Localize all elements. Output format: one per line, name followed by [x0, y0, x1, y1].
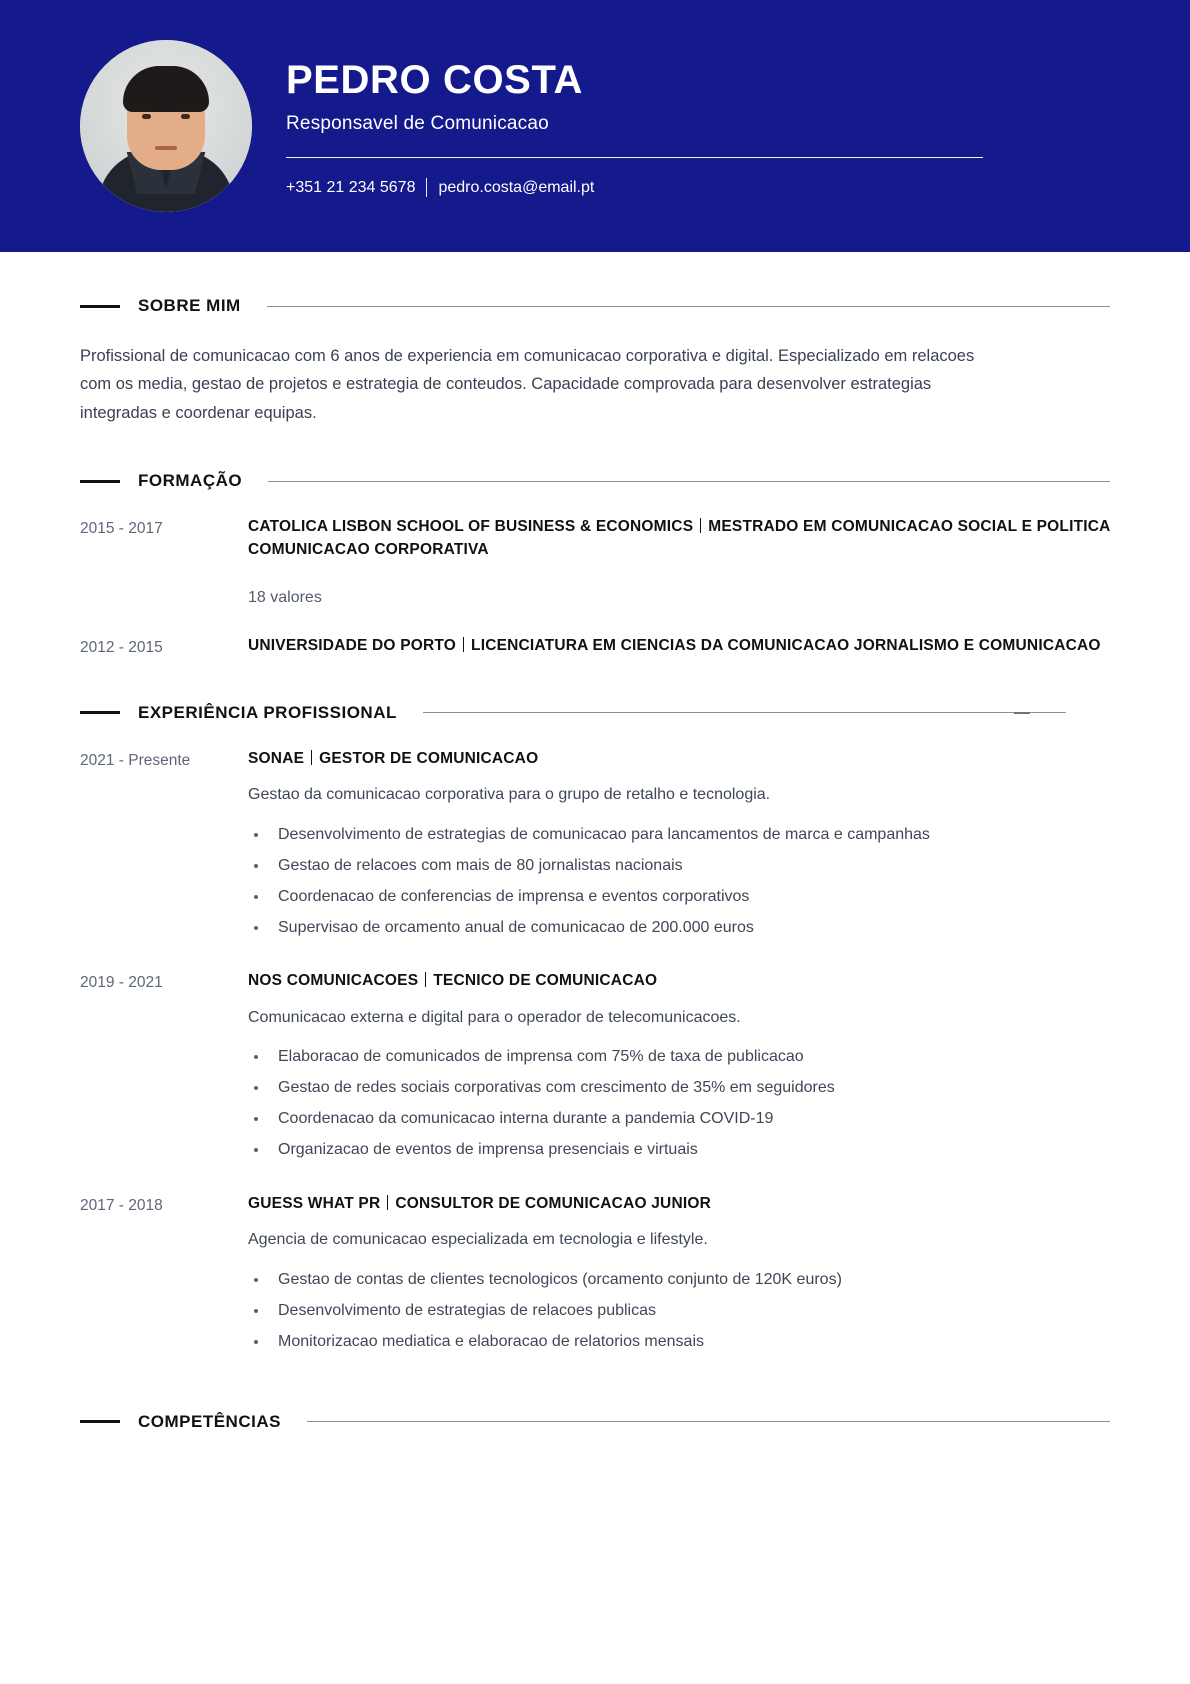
list-item: Desenvolvimento de estrategias de relacoes publicas — [248, 1298, 978, 1325]
pipe-separator — [387, 1195, 388, 1210]
list-item: Elaboracao de comunicados de imprensa com 75% de taxa de publicacao — [248, 1044, 978, 1071]
education-title — [248, 634, 1110, 657]
education-institution: UNIVERSIDADE DO PORTO — [248, 636, 457, 654]
avatar-mouth — [155, 146, 177, 150]
experience-bullet-list — [248, 1044, 1110, 1164]
section-dash-icon — [80, 305, 120, 308]
education-degree: MESTRADO EM COMUNICACAO SOCIAL E POLITICA COMUNICACAO CORPORATIVA — [248, 518, 1110, 559]
contact-separator — [426, 178, 427, 197]
candidate-name: PEDRO COSTA — [286, 58, 583, 102]
list-item: Monitorizacao mediatica e elaboracao de relatorios mensais — [248, 1329, 978, 1356]
experience-title — [248, 969, 1110, 992]
education-date: 2015 - 2017 — [80, 520, 163, 538]
contact-line — [286, 178, 1006, 197]
experience-company: SONAE — [248, 749, 305, 767]
experience-title — [248, 747, 1110, 770]
avatar-eye-left — [142, 114, 151, 119]
experience-entry — [80, 969, 1110, 1168]
about-summary-text: Profissional de comunicacao com 6 anos de experiencia em comunicacao corporativa e digital. Especializado em relacoes com os media, gestao de projetos e estrategia de conteudos. Capacidade comprovada para desenvolver estrategias integradas e coordenar equipas. — [80, 347, 975, 422]
experience-title — [248, 1192, 1110, 1215]
experience-company: GUESS WHAT PR — [248, 1194, 381, 1212]
section-rule — [423, 712, 1066, 713]
section-header-education — [80, 471, 1110, 491]
experience-company: NOS COMUNICACOES — [248, 972, 419, 990]
education-entry — [80, 634, 1110, 659]
avatar-eyebrow-right — [179, 106, 194, 110]
pipe-separator — [463, 637, 464, 652]
experience-date: 2017 - 2018 — [80, 1196, 163, 1214]
pipe-separator — [700, 518, 701, 533]
header-text-block — [286, 55, 1006, 197]
experience-role: TECNICO DE COMUNICACAO — [433, 972, 658, 990]
experience-bullet-list — [248, 822, 1110, 942]
education-note: 18 valores — [248, 588, 322, 606]
experience-description: Agencia de comunicacao especializada em tecnologia e lifestyle. — [248, 1231, 708, 1249]
candidate-job-title: Responsavel de Comunicacao — [286, 113, 549, 134]
section-title-about: SOBRE MIM — [138, 296, 241, 315]
list-item: Gestao de relacoes com mais de 80 jornalistas nacionais — [248, 853, 978, 880]
section-title-experience: EXPERIÊNCIA PROFISSIONAL — [138, 702, 397, 722]
header-divider — [286, 157, 983, 158]
experience-description: Gestao da comunicacao corporativa para o grupo de retalho e tecnologia. — [248, 786, 771, 804]
section-dash-icon — [80, 1420, 120, 1423]
list-item: Organizacao de eventos de imprensa presenciais e virtuais — [248, 1137, 978, 1164]
section-rule — [307, 1421, 1110, 1422]
section-header-skills — [80, 1412, 1110, 1432]
experience-body — [248, 969, 1110, 1168]
resume-content — [0, 296, 1190, 1432]
list-item: Coordenacao da comunicacao interna durante a pandemia COVID-19 — [248, 1106, 978, 1133]
section-header-experience — [80, 703, 1110, 723]
section-rule — [268, 481, 1110, 482]
phone-number: +351 21 234 5678 — [286, 178, 416, 196]
list-item: Coordenacao de conferencias de imprensa e eventos corporativos — [248, 884, 978, 911]
education-date: 2012 - 2015 — [80, 638, 163, 656]
experience-role: CONSULTOR DE COMUNICACAO JUNIOR — [395, 1194, 711, 1212]
collapse-minus-icon[interactable] — [1014, 712, 1030, 714]
section-dash-icon — [80, 480, 120, 483]
experience-body — [248, 1192, 1110, 1360]
section-dash-icon — [80, 711, 120, 714]
list-item: Gestao de redes sociais corporativas com crescimento de 35% em seguidores — [248, 1075, 978, 1102]
education-entry — [80, 515, 1110, 610]
avatar-eyebrow-left — [138, 106, 153, 110]
experience-date: 2021 - Presente — [80, 751, 191, 769]
section-rule — [267, 306, 1110, 307]
pipe-separator — [425, 972, 426, 987]
experience-bullet-list — [248, 1267, 1110, 1356]
section-title-skills: COMPETÊNCIAS — [138, 1411, 281, 1431]
pipe-separator — [311, 750, 312, 765]
list-item: Gestao de contas de clientes tecnologicos (orcamento conjunto de 120K euros) — [248, 1267, 978, 1294]
education-body — [248, 634, 1110, 659]
experience-entry — [80, 1192, 1110, 1360]
experience-date: 2019 - 2021 — [80, 974, 163, 992]
resume-header — [0, 0, 1190, 252]
experience-role: GESTOR DE COMUNICACAO — [319, 749, 539, 767]
section-title-education: FORMAÇÃO — [138, 471, 243, 491]
avatar — [80, 40, 252, 212]
education-institution: CATOLICA LISBON SCHOOL OF BUSINESS & ECONOMICS — [248, 518, 694, 536]
education-title — [248, 515, 1110, 562]
experience-description: Comunicacao externa e digital para o operador de telecomunicacoes. — [248, 1008, 741, 1026]
list-item: Supervisao de orcamento anual de comunicacao de 200.000 euros — [248, 915, 978, 942]
experience-entry — [80, 747, 1110, 946]
section-header-about — [80, 296, 1110, 316]
list-item: Desenvolvimento de estrategias de comunicacao para lancamentos de marca e campanhas — [248, 822, 978, 849]
avatar-eye-right — [181, 114, 190, 119]
experience-body — [248, 747, 1110, 946]
education-degree: LICENCIATURA EM CIENCIAS DA COMUNICACAO JORNALISMO E COMUNICACAO — [471, 636, 1101, 654]
education-body — [248, 515, 1110, 610]
email-address: pedro.costa@email.pt — [438, 178, 595, 196]
